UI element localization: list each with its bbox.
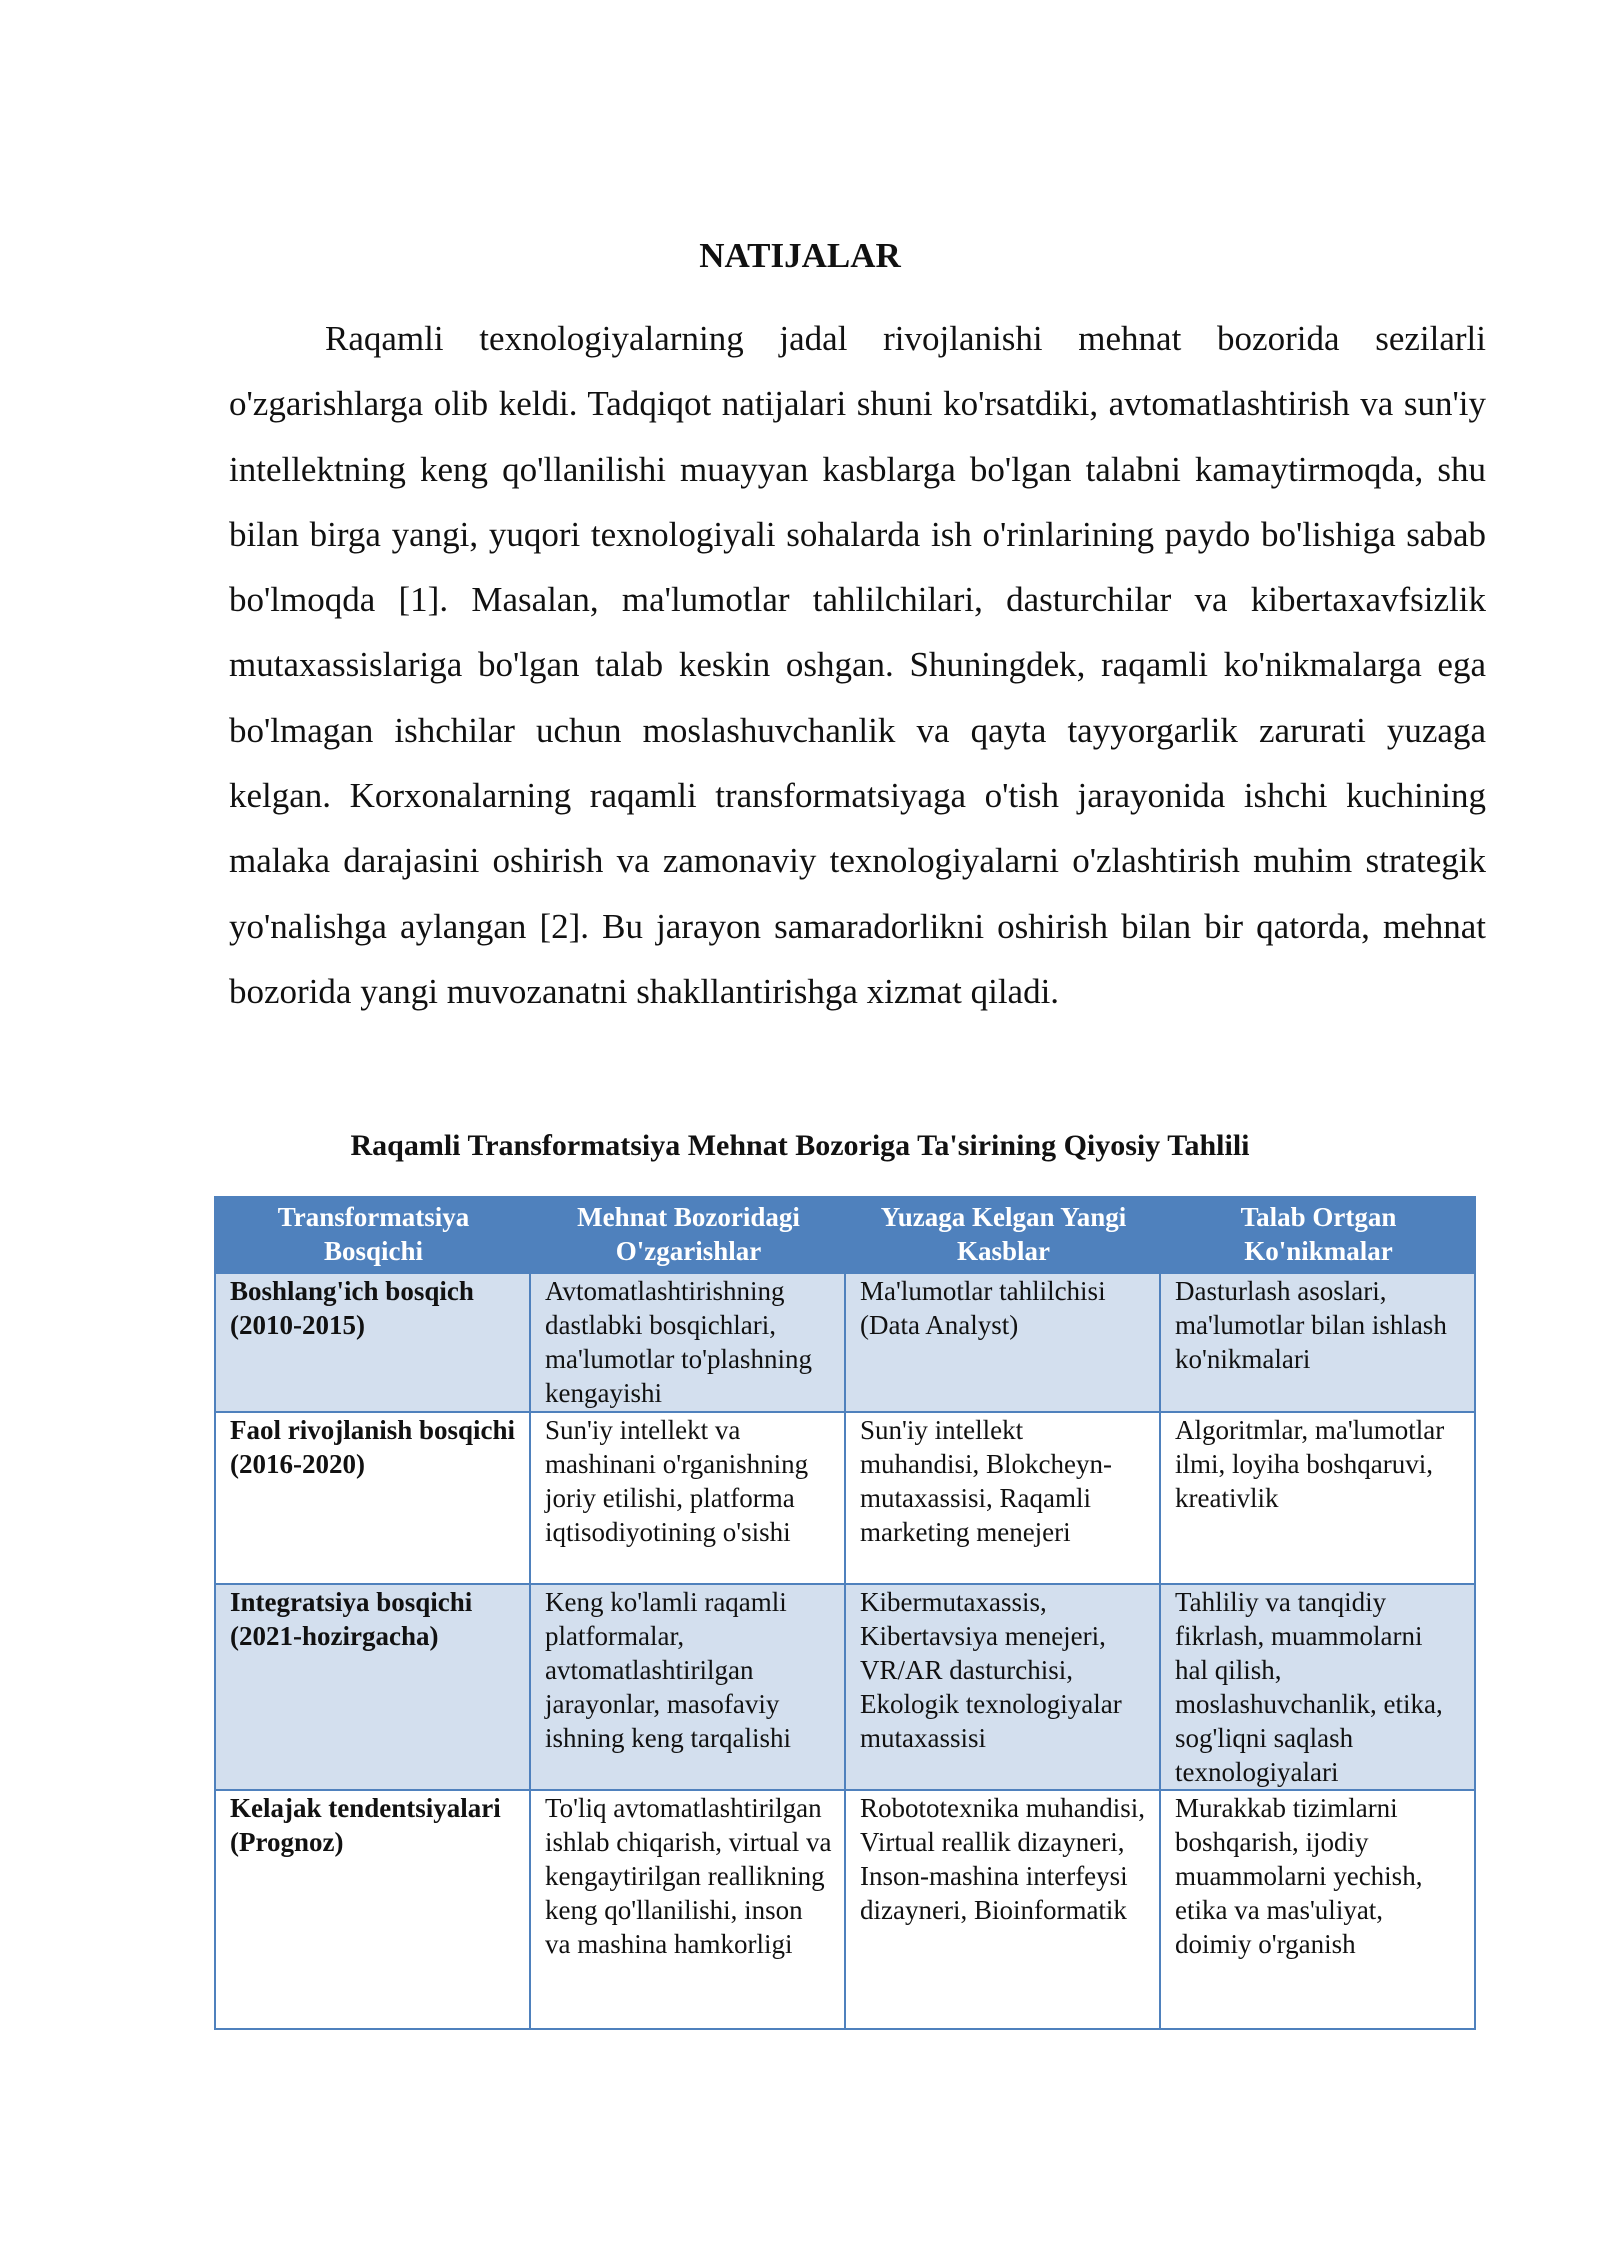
section-heading: NATIJALAR — [699, 236, 901, 275]
table-cell: Dasturlash asoslari, ma'lumotlar bilan ishlash ko'nikmalari — [1160, 1273, 1475, 1412]
table-row — [215, 1790, 1475, 2029]
table-cell: To'liq avtomatlashtirilgan ishlab chiqarish, virtual va kengaytirilgan reallikning keng qo'llanilishi, inson va mashina hamkorligi — [530, 1790, 845, 2029]
table-row — [215, 1584, 1475, 1790]
table-cell: Sun'iy intellekt va mashinani o'rganishning joriy etilishi, platforma iqtisodiyotining o'sishi — [530, 1412, 845, 1584]
table-cell-stage: Faol rivojlanish bosqichi (2016-2020) — [215, 1412, 530, 1584]
table-row — [215, 1412, 1475, 1584]
table-row — [215, 1273, 1475, 1412]
table-cell: Sun'iy intellekt muhandisi, Blokcheyn-mutaxassisi, Raqamli marketing menejeri — [845, 1412, 1160, 1584]
table-cell: Keng ko'lamli raqamli platformalar, avtomatlashtirilgan jarayonlar, masofaviy ishning keng tarqalishi — [530, 1584, 845, 1790]
table-cell: Robototexnika muhandisi, Virtual reallik dizayneri, Inson-mashina interfeysi dizayneri, Bioinformatik — [845, 1790, 1160, 2029]
column-header-labor-changes: Mehnat Bozoridagi O'zgarishlar — [530, 1197, 845, 1273]
table-cell: Avtomatlashtirishning dastlabki bosqichlari, ma'lumotlar to'plashning kengayishi — [530, 1273, 845, 1412]
body-paragraph: Raqamli texnologiyalarning jadal rivojlanishi mehnat bozorida sezilarli o'zgarishlarga olib keldi. Tadqiqot natijalari shuni ko'rsatdiki, avtomatlashtirish va sun'iy intellektning keng qo'llanilishi muayyan kasblarga bo'lgan talabni kamaytirmoqda, shu bilan birga yangi, yuqori texnologiyali sohalarda ish o'rinlarining paydo bo'lishiga sabab bo'lmoqda [1]. Masalan, ma'lumotlar tahlilchilari, dasturchilar va kibertaxavfsizlik mutaxassislariga bo'lgan talab keskin oshgan. Shuningdek, raqamli ko'nikmalarga ega bo'lmagan ishchilar uchun moslashuvchanlik va qayta tayyorgarlik zarurati yuzaga kelgan. Korxonalarning raqamli transformatsiyaga o'tish jarayonida ishchi kuchining malaka darajasini oshirish va zamonaviy texnologiyalarni o'zlashtirish muhim strategik yo'nalishga aylangan [2]. Bu jarayon samaradorlikni oshirish bilan bir qatorda, mehnat bozorida yangi muvozanatni shakllantirishga xizmat qiladi. — [229, 319, 1486, 1011]
table-cell-stage: Kelajak tendentsiyalari (Prognoz) — [215, 1790, 530, 2029]
table-cell-stage: Boshlang'ich bosqich (2010-2015) — [215, 1273, 530, 1412]
column-header-new-professions: Yuzaga Kelgan Yangi Kasblar — [845, 1197, 1160, 1273]
table-cell-stage: Integratsiya bosqichi (2021-hozirgacha) — [215, 1584, 530, 1790]
table-header-row — [215, 1197, 1475, 1273]
table-caption: Raqamli Transformatsiya Mehnat Bozoriga Ta'sirining Qiyosiy Tahlili — [350, 1129, 1250, 1162]
table-cell: Tahliliy va tanqidiy fikrlash, muammolarni hal qilish, moslashuvchanlik, etika, sog'liqni saqlash texnologiyalari — [1160, 1584, 1475, 1790]
table-cell: Murakkab tizimlarni boshqarish, ijodiy muammolarni yechish, etika va mas'uliyat, doimiy o'rganish — [1160, 1790, 1475, 2029]
table-cell: Ma'lumotlar tahlilchisi (Data Analyst) — [845, 1273, 1160, 1412]
comparison-table — [214, 1196, 1476, 2030]
table-cell: Kibermutaxassis, Kibertavsiya menejeri, VR/AR dasturchisi, Ekologik texnologiyalar mutaxassisi — [845, 1584, 1160, 1790]
table-cell: Algoritmlar, ma'lumotlar ilmi, loyiha boshqaruvi, kreativlik — [1160, 1412, 1475, 1584]
column-header-stage: Transformatsiya Bosqichi — [215, 1197, 530, 1273]
column-header-skills: Talab Ortgan Ko'nikmalar — [1160, 1197, 1475, 1273]
